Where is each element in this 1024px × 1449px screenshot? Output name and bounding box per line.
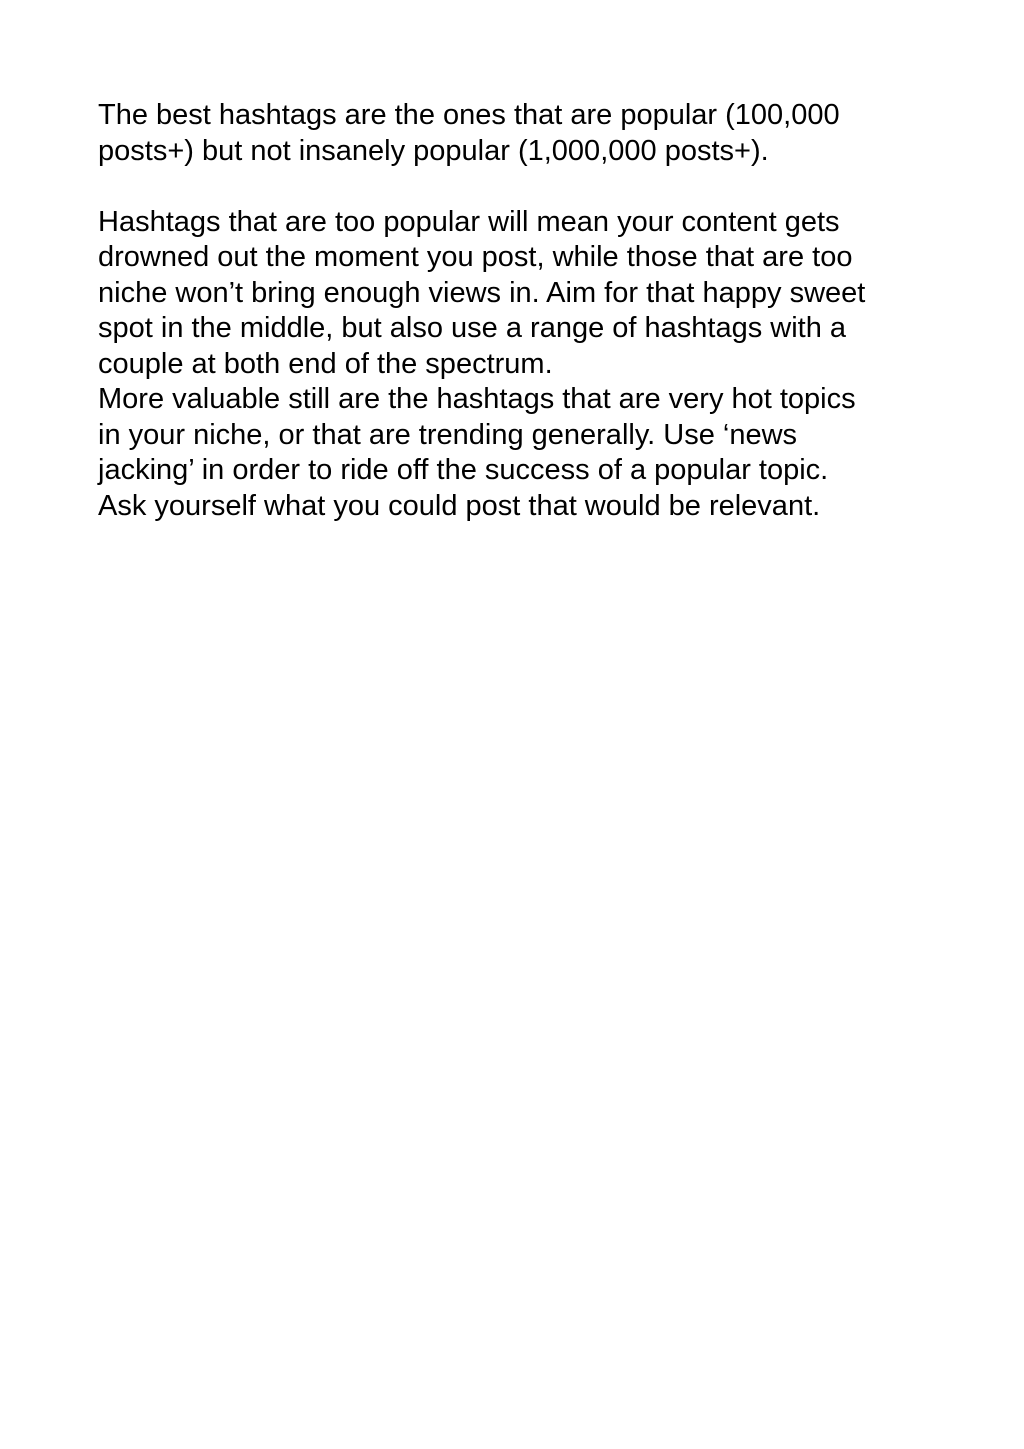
text-line: The best hashtags are the ones that are popular (100,000 [98, 99, 840, 131]
text-line: More valuable still are the hashtags that are very hot topics [98, 383, 856, 415]
text-line: Hashtags that are too popular will mean your content gets [98, 205, 840, 238]
text-line: posts+) but not insanely popular (1,000,000 posts+). [98, 134, 769, 167]
paragraph-1 [98, 98, 958, 169]
text-line: Ask yourself what you could post that would be relevant. [98, 489, 821, 522]
text-line: in your niche, or that are trending generally. Use ‘news [98, 418, 798, 451]
text-line: spot in the middle, but also use a range of hashtags with a [98, 312, 847, 344]
text-line: jacking’ in order to ride off the success of a popular topic. [98, 454, 829, 486]
document-body [98, 98, 958, 524]
paragraph-2 [98, 205, 958, 383]
text-line: drowned out the moment you post, while those that are too [98, 241, 853, 273]
paragraph-spacer [98, 169, 958, 205]
paragraph-3 [98, 382, 958, 524]
text-line: couple at both end of the spectrum. [98, 347, 553, 380]
text-line: niche won’t bring enough views in. Aim for that happy sweet [98, 276, 866, 309]
